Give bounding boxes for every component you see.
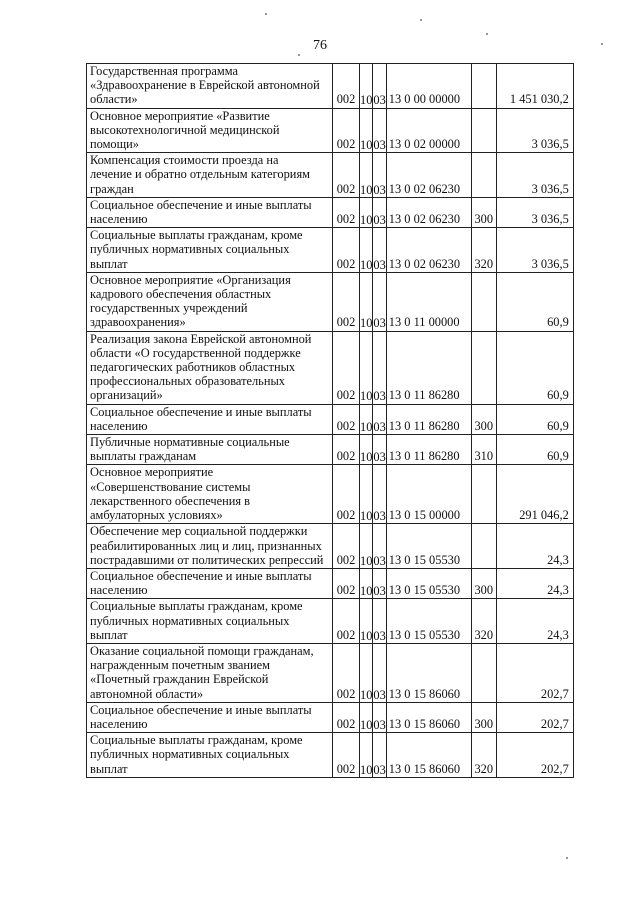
row-amount: 3 036,5: [496, 153, 573, 198]
row-amount: 202,7: [496, 702, 573, 732]
row-name: [87, 524, 333, 569]
row-name: [87, 197, 333, 227]
row-name-line: Реализация закона Еврейской автономной: [90, 331, 312, 346]
row-name-line: Основное мероприятие: [90, 465, 214, 480]
row-subsection-code: 03: [373, 568, 386, 598]
row-name-line: Обеспечение мер социальной поддержки: [90, 524, 308, 539]
page-number: 76: [313, 38, 327, 53]
table-row: [87, 702, 574, 732]
row-name-line: профессиональных образовательных: [90, 374, 285, 389]
row-name: [87, 64, 333, 109]
row-section-code: 10: [360, 733, 373, 778]
scan-speck: [486, 33, 488, 35]
row-admin-code: 002: [333, 228, 360, 273]
row-target-article-code: 13 0 02 00000: [386, 108, 471, 153]
row-section-code: 10: [360, 643, 373, 702]
row-expense-type-code: 300: [471, 568, 496, 598]
row-name-line: Социальное обеспечение и иные выплаты: [90, 404, 312, 419]
row-section-code: 10: [360, 153, 373, 198]
scan-speck: [298, 54, 300, 56]
row-target-article-code: 13 0 02 06230: [386, 197, 471, 227]
row-section-code: 10: [360, 599, 373, 644]
row-subsection-code: 03: [373, 404, 386, 434]
row-amount: 291 046,2: [496, 465, 573, 524]
row-amount: 202,7: [496, 643, 573, 702]
table-row: [87, 524, 574, 569]
table-row: [87, 599, 574, 644]
row-name: [87, 108, 333, 153]
row-name-line: населению: [90, 212, 148, 227]
row-subsection-code: 03: [373, 643, 386, 702]
table-row: [87, 568, 574, 598]
row-name-line: области «О государственной поддержке: [90, 345, 301, 360]
row-name-line: педагогических работников областных: [90, 360, 296, 375]
row-target-article-code: 13 0 15 05530: [386, 568, 471, 598]
row-name-line: области»: [90, 92, 138, 107]
row-subsection-code: 03: [373, 733, 386, 778]
row-subsection-code: 03: [373, 465, 386, 524]
row-amount: 24,3: [496, 599, 573, 644]
row-section-code: 10: [360, 331, 373, 404]
scan-speck: [601, 43, 603, 45]
row-name: [87, 272, 333, 331]
row-target-article-code: 13 0 15 00000: [386, 465, 471, 524]
table-row: [87, 465, 574, 524]
row-amount: 24,3: [496, 568, 573, 598]
row-name-line: населению: [90, 716, 148, 731]
row-admin-code: 002: [333, 404, 360, 434]
row-name: [87, 228, 333, 273]
row-name-line: Социальные выплаты гражданам, кроме: [90, 733, 303, 748]
row-section-code: 10: [360, 435, 373, 465]
row-name-line: награжденным почетным званием: [90, 658, 271, 673]
row-name-line: государственных учреждений: [90, 301, 248, 316]
table-row: [87, 64, 574, 109]
row-expense-type-code: [471, 64, 496, 109]
row-name: [87, 733, 333, 778]
row-target-article-code: 13 0 15 05530: [386, 524, 471, 569]
row-name-line: выплат: [90, 627, 128, 642]
row-amount: 3 036,5: [496, 228, 573, 273]
row-admin-code: 002: [333, 272, 360, 331]
row-name: [87, 465, 333, 524]
row-name-line: населению: [90, 583, 148, 598]
row-target-article-code: 13 0 02 06230: [386, 228, 471, 273]
row-expense-type-code: 320: [471, 228, 496, 273]
row-name-line: Государственная программа: [90, 64, 238, 78]
row-name-line: помощи»: [90, 137, 139, 152]
row-admin-code: 002: [333, 197, 360, 227]
row-expense-type-code: [471, 108, 496, 153]
row-subsection-code: 03: [373, 524, 386, 569]
row-admin-code: 002: [333, 599, 360, 644]
row-amount: 24,3: [496, 524, 573, 569]
row-amount: 3 036,5: [496, 197, 573, 227]
row-target-article-code: 13 0 11 86280: [386, 435, 471, 465]
row-name-line: Оказание социальной помощи гражданам,: [90, 643, 314, 658]
row-name-line: «Совершенствование системы: [90, 479, 251, 494]
table-row: [87, 435, 574, 465]
row-admin-code: 002: [333, 702, 360, 732]
row-name-line: Социальное обеспечение и иные выплаты: [90, 568, 312, 583]
row-section-code: 10: [360, 197, 373, 227]
row-name: [87, 702, 333, 732]
row-admin-code: 002: [333, 568, 360, 598]
row-admin-code: 002: [333, 331, 360, 404]
row-name-line: выплаты гражданам: [90, 449, 197, 464]
row-expense-type-code: [471, 465, 496, 524]
row-subsection-code: 03: [373, 331, 386, 404]
row-target-article-code: 13 0 11 00000: [386, 272, 471, 331]
row-name-line: Социальные выплаты гражданам, кроме: [90, 228, 303, 243]
row-section-code: 10: [360, 524, 373, 569]
row-name-line: амбулаторных условиях»: [90, 508, 223, 523]
row-name-line: Основное мероприятие «Развитие: [90, 108, 270, 123]
row-name-line: реабилитированных лиц и лиц, признанных: [90, 538, 322, 553]
row-expense-type-code: [471, 524, 496, 569]
row-subsection-code: 03: [373, 153, 386, 198]
row-name: [87, 435, 333, 465]
row-name-line: публичных нормативных социальных: [90, 242, 290, 257]
table-row: [87, 733, 574, 778]
row-section-code: 10: [360, 64, 373, 109]
row-name-line: публичных нормативных социальных: [90, 747, 290, 762]
row-section-code: 10: [360, 272, 373, 331]
row-name-line: лекарственного обеспечения в: [90, 493, 251, 508]
row-expense-type-code: [471, 643, 496, 702]
row-target-article-code: 13 0 15 86060: [386, 702, 471, 732]
row-target-article-code: 13 0 15 86060: [386, 733, 471, 778]
row-amount: 60,9: [496, 404, 573, 434]
budget-table-body: [87, 64, 574, 778]
row-subsection-code: 03: [373, 197, 386, 227]
row-admin-code: 002: [333, 643, 360, 702]
row-subsection-code: 03: [373, 64, 386, 109]
row-subsection-code: 03: [373, 108, 386, 153]
row-name-line: населению: [90, 418, 148, 433]
row-amount: 60,9: [496, 331, 573, 404]
row-name-line: Компенсация стоимости проезда на: [90, 153, 279, 168]
row-name: [87, 568, 333, 598]
row-name-line: здравоохранения»: [90, 315, 186, 330]
row-name-line: Публичные нормативные социальные: [90, 435, 290, 450]
row-expense-type-code: 300: [471, 404, 496, 434]
table-row: [87, 153, 574, 198]
table-row: [87, 331, 574, 404]
row-admin-code: 002: [333, 435, 360, 465]
row-name: [87, 153, 333, 198]
row-section-code: 10: [360, 568, 373, 598]
row-admin-code: 002: [333, 153, 360, 198]
row-admin-code: 002: [333, 108, 360, 153]
row-expense-type-code: 310: [471, 435, 496, 465]
row-admin-code: 002: [333, 465, 360, 524]
row-subsection-code: 03: [373, 599, 386, 644]
budget-table: [86, 63, 574, 778]
row-name-line: Социальное обеспечение и иные выплаты: [90, 197, 312, 212]
row-name-line: публичных нормативных социальных: [90, 613, 290, 628]
row-amount: 60,9: [496, 435, 573, 465]
row-name-line: лечение и обратно отдельным категориям: [90, 167, 310, 182]
scan-speck: [420, 19, 422, 21]
row-target-article-code: 13 0 11 86280: [386, 331, 471, 404]
row-subsection-code: 03: [373, 702, 386, 732]
row-name-line: организаций»: [90, 388, 163, 403]
row-subsection-code: 03: [373, 435, 386, 465]
row-expense-type-code: [471, 272, 496, 331]
row-name: [87, 331, 333, 404]
row-target-article-code: 13 0 00 00000: [386, 64, 471, 109]
row-amount: 202,7: [496, 733, 573, 778]
row-name-line: Основное мероприятие «Организация: [90, 272, 291, 287]
row-name-line: «Почетный гражданин Еврейской: [90, 672, 269, 687]
row-section-code: 10: [360, 702, 373, 732]
row-name-line: «Здравоохранение в Еврейской автономной: [90, 78, 320, 93]
table-row: [87, 228, 574, 273]
row-expense-type-code: 300: [471, 197, 496, 227]
row-expense-type-code: 320: [471, 733, 496, 778]
row-section-code: 10: [360, 108, 373, 153]
row-name: [87, 599, 333, 644]
row-amount: 60,9: [496, 272, 573, 331]
row-name: [87, 643, 333, 702]
row-subsection-code: 03: [373, 272, 386, 331]
row-target-article-code: 13 0 02 06230: [386, 153, 471, 198]
row-name-line: Социальные выплаты гражданам, кроме: [90, 599, 303, 614]
row-expense-type-code: 300: [471, 702, 496, 732]
table-row: [87, 404, 574, 434]
table-row: [87, 272, 574, 331]
row-name-line: пострадавшими от политических репрессий: [90, 552, 324, 567]
row-name-line: Социальное обеспечение и иные выплаты: [90, 702, 312, 717]
row-name-line: кадрового обеспечения областных: [90, 287, 272, 302]
row-name-line: граждан: [90, 181, 134, 196]
row-admin-code: 002: [333, 733, 360, 778]
row-name-line: высокотехнологичной медицинской: [90, 122, 280, 137]
row-section-code: 10: [360, 404, 373, 434]
row-name-line: выплат: [90, 256, 128, 271]
table-row: [87, 643, 574, 702]
row-admin-code: 002: [333, 64, 360, 109]
row-section-code: 10: [360, 465, 373, 524]
row-target-article-code: 13 0 15 86060: [386, 643, 471, 702]
row-name: [87, 404, 333, 434]
row-name-line: автономной области»: [90, 686, 204, 701]
row-section-code: 10: [360, 228, 373, 273]
table-row: [87, 197, 574, 227]
row-name-line: выплат: [90, 761, 128, 776]
row-amount: 3 036,5: [496, 108, 573, 153]
row-expense-type-code: [471, 153, 496, 198]
row-subsection-code: 03: [373, 228, 386, 273]
scan-speck: [566, 857, 568, 859]
row-target-article-code: 13 0 11 86280: [386, 404, 471, 434]
table-row: [87, 108, 574, 153]
scan-speck: [265, 13, 267, 15]
row-amount: 1 451 030,2: [496, 64, 573, 109]
row-admin-code: 002: [333, 524, 360, 569]
row-target-article-code: 13 0 15 05530: [386, 599, 471, 644]
row-expense-type-code: [471, 331, 496, 404]
row-expense-type-code: 320: [471, 599, 496, 644]
